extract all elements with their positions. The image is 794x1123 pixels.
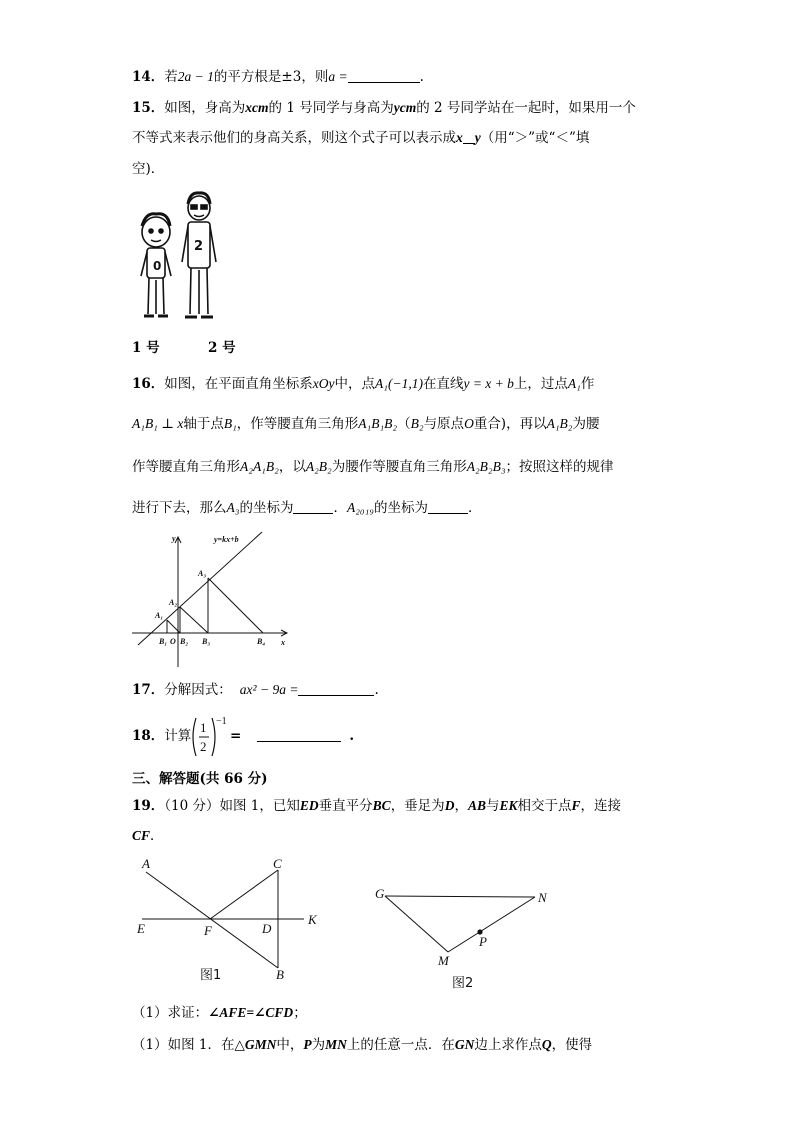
q15-xcm: xcm xyxy=(245,100,269,115)
graph-a3: A₃ xyxy=(198,569,207,578)
q18-equals: = xyxy=(230,728,242,744)
q19-gn: GN xyxy=(454,1037,475,1052)
q19-figure-2 xyxy=(370,880,560,995)
q16-answer-blank-1 xyxy=(293,499,333,514)
fig1-label-e: E xyxy=(137,921,145,936)
q18-exponent: −1 xyxy=(216,716,227,727)
q15-number: 15． xyxy=(132,100,165,116)
q18-denominator: 2 xyxy=(200,739,207,754)
q19-cf: CF xyxy=(132,828,151,843)
q19-line1 xyxy=(132,797,621,815)
q18-answer-blank xyxy=(257,727,341,742)
q19-text: 相交于点 xyxy=(517,798,572,814)
q16-text: 作 xyxy=(580,376,595,392)
q16-o: O xyxy=(464,416,474,431)
q16-b2: B₂ xyxy=(410,416,424,431)
q16-text: 在直线 xyxy=(422,376,464,392)
q16-number: 16． xyxy=(132,376,165,392)
q18-number: 18． xyxy=(132,728,165,744)
q16-text: 与原点 xyxy=(423,416,465,432)
q18-text: 计算 xyxy=(164,728,192,744)
q16-equation: y = x + b xyxy=(463,376,514,391)
q19-gmn: GMN xyxy=(244,1037,277,1052)
q16-text: 为腰 xyxy=(572,416,600,432)
q16-a2019: A₂₀₁₉ xyxy=(346,500,374,515)
q19-part2-label: （1）如图 1．在△ xyxy=(132,1037,245,1053)
q19-text: 垂直平分 xyxy=(318,798,373,814)
student-2-label: 2 号 xyxy=(208,340,236,356)
q18-numerator: 1 xyxy=(200,720,207,735)
q19-part1 xyxy=(132,1004,307,1022)
q15-y: y xyxy=(474,130,481,145)
q18-tail xyxy=(230,727,354,745)
q14-line xyxy=(132,68,424,86)
q16-line1 xyxy=(132,375,594,393)
graph-x-label: x xyxy=(281,638,285,647)
q16-text: 进行下去，那么 xyxy=(132,500,227,516)
q16-a2b2: A₂B₂ xyxy=(305,459,332,474)
fig2-label-p: P xyxy=(479,934,487,949)
q16-text: 轴于点 xyxy=(183,416,224,432)
q17-expr: ax² − 9a = xyxy=(239,682,299,697)
fig1-label-k: K xyxy=(308,912,317,927)
fig1-label-a: A xyxy=(142,856,150,871)
fig1-label-b: B xyxy=(276,967,284,982)
q18-fraction-expression xyxy=(190,714,230,760)
q19-text: 与 xyxy=(485,798,500,814)
q15-answer-blank xyxy=(463,129,475,144)
q16-b1: B₁ xyxy=(223,416,237,431)
q16-text: ，作等腰直角三角形 xyxy=(236,416,359,432)
q16-answer-blank-2 xyxy=(428,499,468,514)
q16-text: ． xyxy=(333,500,347,516)
q19-part1-label: （1）求证： xyxy=(132,1005,209,1021)
q16-text: 作等腰直角三角形 xyxy=(132,459,240,475)
q16-tri3: A₂B₂B₃ xyxy=(466,459,506,474)
q15-text: （用“＞”或“＜”填 xyxy=(480,130,590,146)
q19-text: （10 分）如图 1，已知 xyxy=(164,798,300,814)
q17-text: 分解因式： xyxy=(164,682,232,698)
q19-number: 19． xyxy=(132,798,165,814)
q19-text: ，垂足为 xyxy=(390,798,445,814)
q19-text: 为 xyxy=(311,1037,326,1053)
q17-end: . xyxy=(374,682,379,698)
q16-text: 为腰作等腰直角三角形 xyxy=(331,459,467,475)
q19-text: 边上求作点 xyxy=(474,1037,542,1053)
graph-b4: B₄ xyxy=(257,637,266,646)
q19-p: P xyxy=(303,1037,312,1052)
q16-line3 xyxy=(132,458,614,476)
q16-a3: A₃ xyxy=(226,500,240,515)
graph-a1: A₁ xyxy=(155,611,164,620)
q19-text: 上的任意一点．在 xyxy=(346,1037,455,1053)
q19-mn: MN xyxy=(325,1037,347,1052)
q16-coordinate-figure xyxy=(130,530,295,670)
q14-expr: 2a − 1 xyxy=(177,69,214,84)
q16-text: 如图，在平面直角坐标系 xyxy=(164,376,313,392)
q18-line xyxy=(132,727,191,745)
q14-end: . xyxy=(419,69,424,85)
graph-line-label: y=kx+b xyxy=(214,535,239,544)
q19-text: ，使得 xyxy=(551,1037,593,1053)
q16-text: 的坐标为 xyxy=(373,500,428,516)
q19-ek: EK xyxy=(499,798,518,813)
q14-var: a = xyxy=(328,69,348,84)
q18-end: . xyxy=(349,728,355,744)
graph-a2: A₂ xyxy=(169,598,178,607)
q16-text: ，以 xyxy=(278,459,306,475)
students-figure xyxy=(128,190,228,330)
graph-b2: B₂ xyxy=(180,637,189,646)
q14-text: 若 xyxy=(164,69,178,85)
q17-answer-blank xyxy=(298,681,374,696)
q16-point: A₁(−1,1) xyxy=(375,376,423,391)
graph-o: O xyxy=(170,637,176,646)
q15-text: 的 1 号同学与身高为 xyxy=(268,100,394,116)
q16-perp: A₁B₁ ⊥ x xyxy=(132,416,184,431)
q16-text: （ xyxy=(397,416,411,432)
q15-text: 的 2 号同学站在一起时，如果用一个 xyxy=(416,100,636,116)
fig2-label-n: N xyxy=(538,890,547,905)
q16-xoy: xOy xyxy=(312,376,335,391)
fig2-caption: 图2 xyxy=(452,976,474,991)
q19-part2 xyxy=(132,1036,592,1054)
q19-text: 中， xyxy=(276,1037,304,1053)
q15-ycm: ycm xyxy=(393,100,417,115)
q19-text: ． xyxy=(150,828,164,844)
q16-a1b2: A₁B₂ xyxy=(546,416,573,431)
fig1-label-f: F xyxy=(204,923,212,938)
student-1-label: 1 号 xyxy=(132,340,160,356)
q16-text: ；按照这样的规律 xyxy=(505,459,614,475)
q16-text: 的坐标为 xyxy=(239,500,294,516)
q19-bc: BC xyxy=(372,798,391,813)
q19-text: ； xyxy=(293,1005,307,1021)
q16-text: ． xyxy=(467,500,482,516)
q14-answer-blank xyxy=(348,68,420,83)
q15-line3 xyxy=(132,160,164,178)
q19-ed: ED xyxy=(299,798,319,813)
q14-number: 14． xyxy=(132,69,165,85)
q15-x: x xyxy=(456,130,463,145)
q15-line2 xyxy=(132,129,589,147)
q16-tri1: A₁B₁B₂ xyxy=(358,416,398,431)
svg-text:2: 2 xyxy=(194,239,204,254)
q19-text: ，连接 xyxy=(580,798,621,814)
q15-text: 空)． xyxy=(132,161,165,177)
q19-d: D xyxy=(444,798,455,813)
q16-line2 xyxy=(132,415,599,433)
fig1-label-d: D xyxy=(262,921,272,936)
q17-number: 17． xyxy=(132,682,165,698)
fig2-label-m: M xyxy=(438,953,449,968)
q16-a1: A₁ xyxy=(567,376,581,391)
q16-tri2: A₂A₁B₂ xyxy=(240,459,279,474)
q14-text2: 的平方根是±3，则 xyxy=(213,69,329,85)
section-3-heading: 三、解答题(共 66 分) xyxy=(132,771,268,787)
fig1-caption: 图1 xyxy=(200,968,222,983)
fig1-label-c: C xyxy=(273,856,282,871)
q15-line1 xyxy=(132,99,636,117)
q17-line xyxy=(132,681,379,699)
q16-text: 上，过点 xyxy=(513,376,568,392)
q16-text: 中，点 xyxy=(334,376,376,392)
graph-b3: B₃ xyxy=(202,637,211,646)
q19-ab: AB xyxy=(467,798,486,813)
q19-proof-statement: ∠AFE=∠CFD xyxy=(208,1005,294,1020)
q19-text: ， xyxy=(454,798,468,814)
q16-line4 xyxy=(132,499,481,517)
q19-line2 xyxy=(132,827,164,845)
svg-text:0: 0 xyxy=(153,259,162,273)
fig2-label-g: G xyxy=(375,886,385,901)
q19-figure-1 xyxy=(132,855,332,995)
graph-b1: B₁ xyxy=(159,637,168,646)
q19-f: F xyxy=(571,798,581,813)
q16-text: 重合)，再以 xyxy=(473,416,547,432)
graph-y-label: y xyxy=(172,534,176,543)
q15-text: 不等式来表示他们的身高关系，则这个式子可以表示成 xyxy=(132,130,456,146)
q15-text: 如图，身高为 xyxy=(164,100,246,116)
q19-q: Q xyxy=(541,1037,552,1052)
